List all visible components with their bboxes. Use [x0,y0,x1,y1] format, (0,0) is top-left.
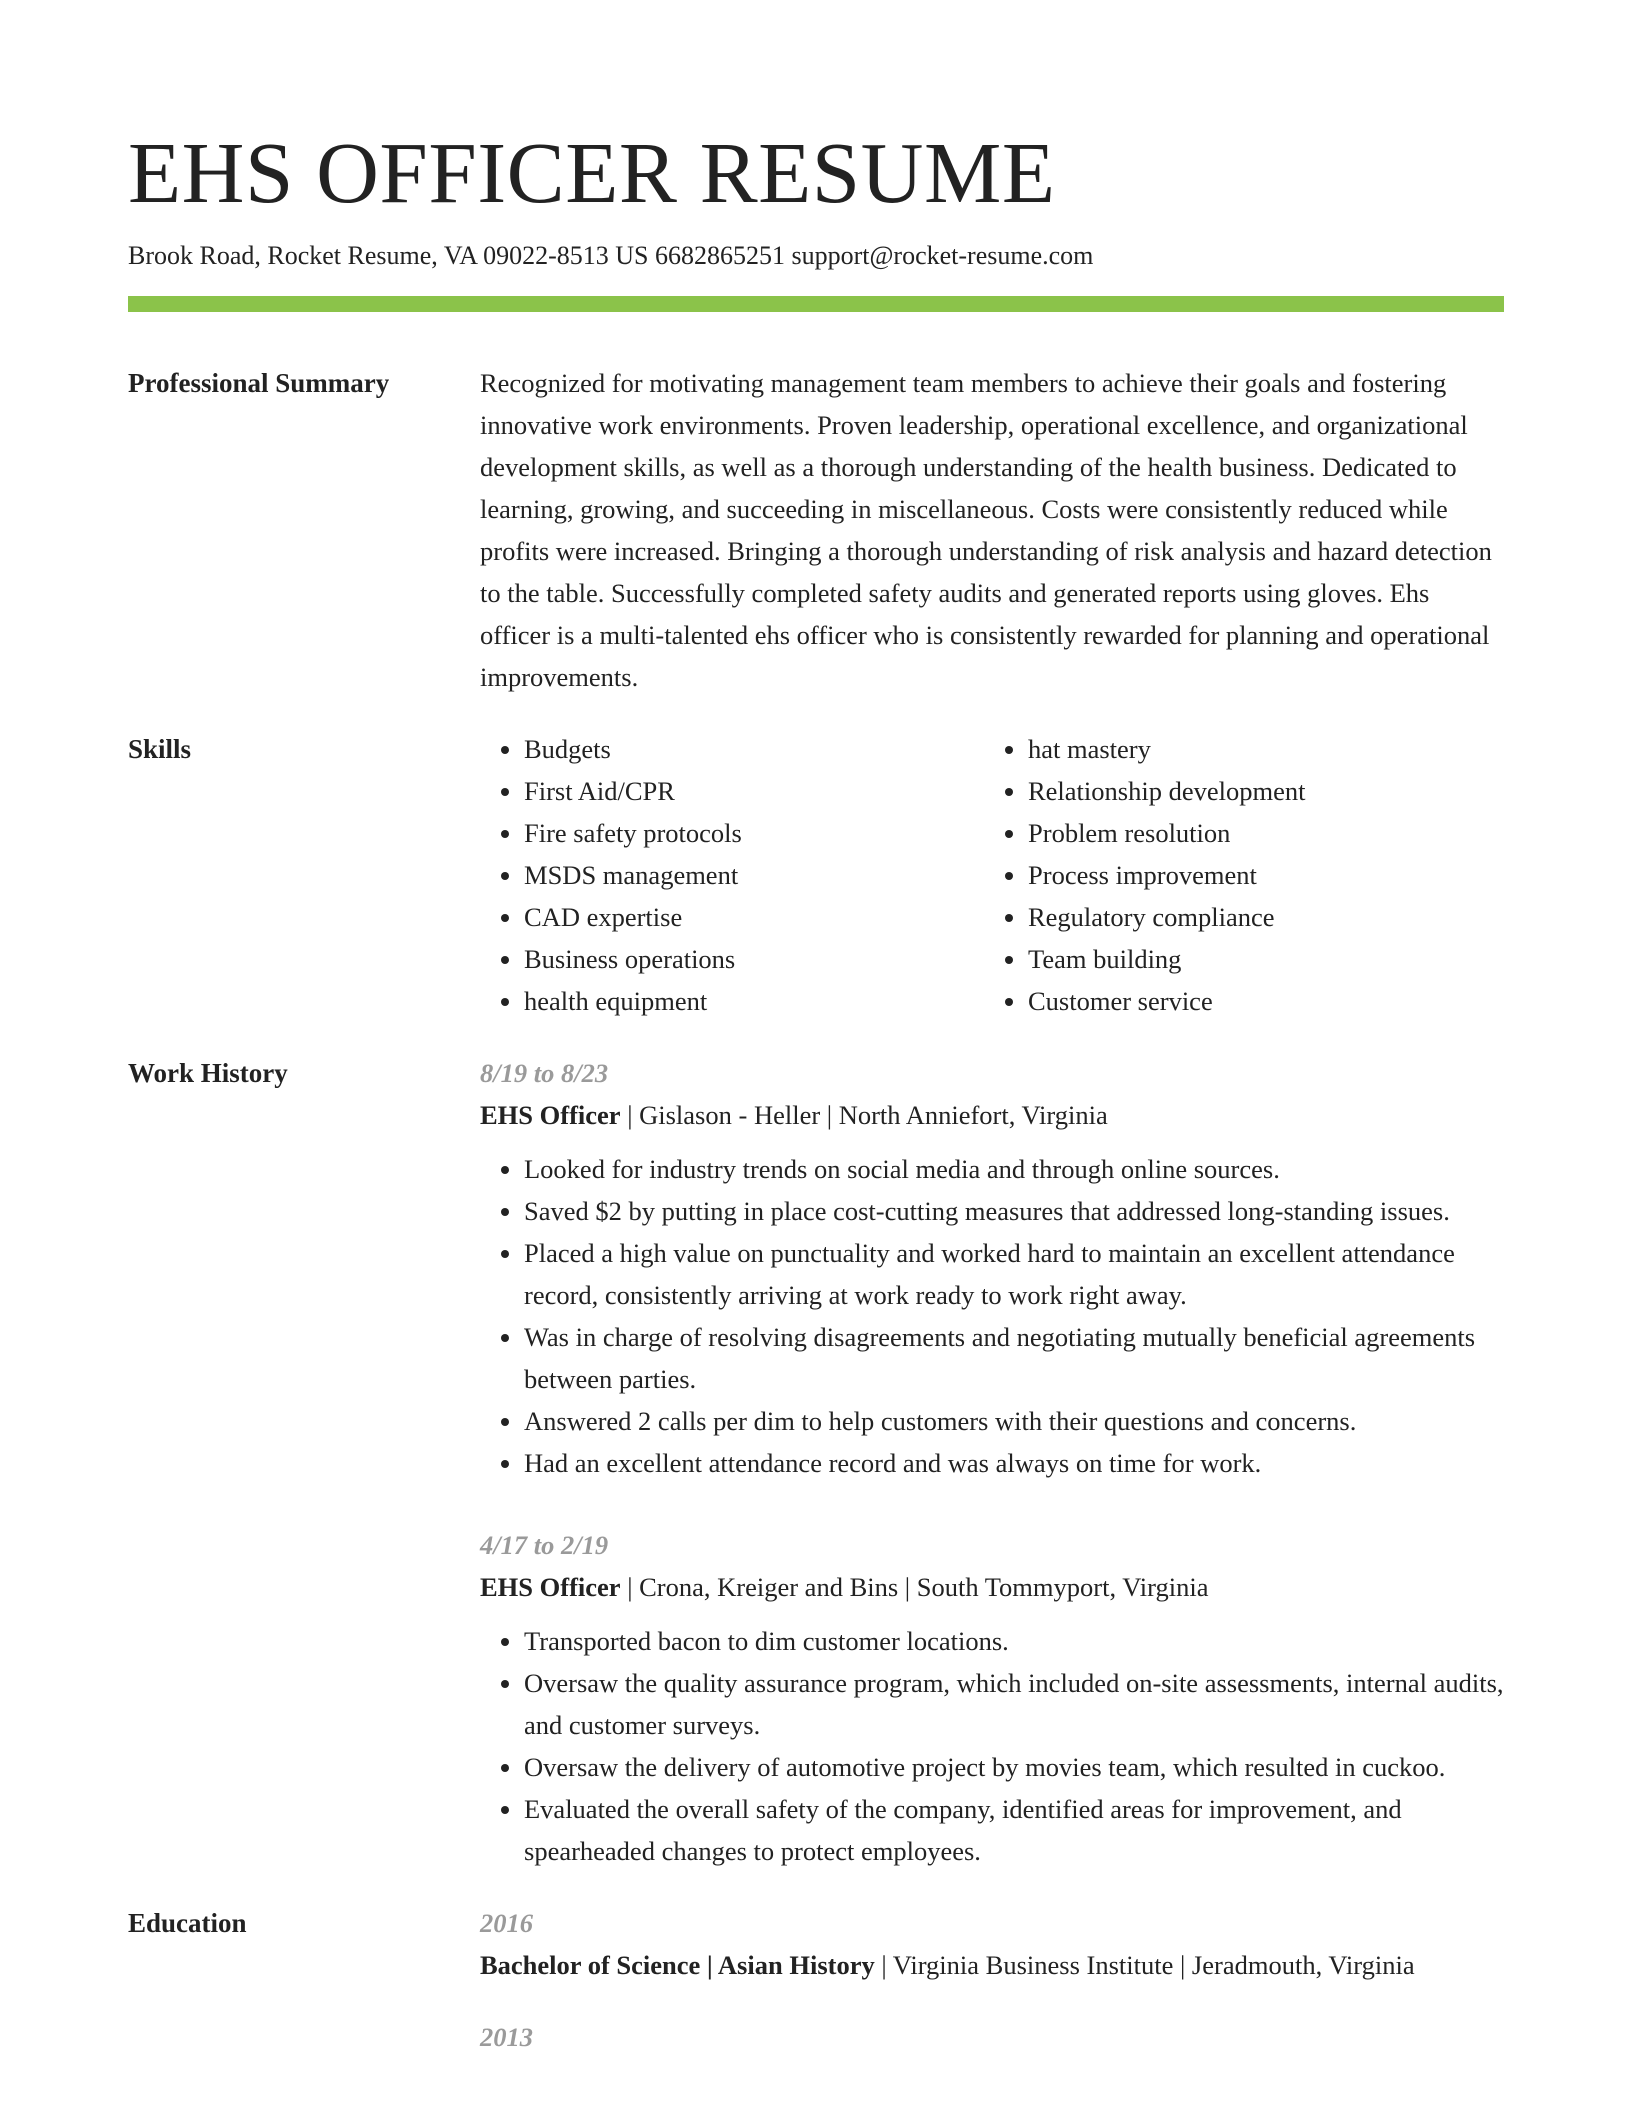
job-bullet: • Oversaw the delivery of automotive project by movies team, which resulted in cuckoo. [524,1746,1504,1788]
skill-item: • Fire safety protocols [524,812,984,854]
education-details: | Virginia Business Institute | Jeradmouth, Virginia [874,1950,1415,1980]
section-heading-education: Education [128,1908,247,1938]
job-title-line [480,1094,1504,1136]
education-entry [480,1902,1504,1986]
skill-item: • Problem resolution [1028,812,1488,854]
education-entry [480,2016,1504,2058]
education-title-line [480,1944,1504,1986]
job-bullet: • Oversaw the quality assurance program, which included on-site assessments, internal audits, and customer surveys. [524,1662,1504,1746]
job-title-line [480,1566,1504,1608]
skill-item: • hat mastery [1028,728,1488,770]
job-details: | Crona, Kreiger and Bins | South Tommyport, Virginia [620,1572,1209,1602]
job-role: EHS Officer [480,1100,621,1130]
section-heading-work: Work History [128,1058,288,1088]
job-bullet: • Answered 2 calls per dim to help customers with their questions and concerns. [524,1400,1504,1442]
job-bullets [480,1148,1504,1484]
contact-line: Brook Road, Rocket Resume, VA 09022-8513 US 6682865251 support@rocket-resume.com [128,241,1094,270]
job-details: | Gislason - Heller | North Anniefort, Virginia [620,1100,1108,1130]
section-heading-summary: Professional Summary [128,368,390,398]
job-bullet: • Transported bacon to dim customer locations. [524,1620,1504,1662]
job-role: EHS Officer [480,1572,621,1602]
job-bullet: • Had an excellent attendance record and was always on time for work. [524,1442,1504,1484]
job-bullet: • Placed a high value on punctuality and worked hard to maintain an excellent attendance record, consistently arriving at work ready to work right away. [524,1232,1504,1316]
skill-item: • CAD expertise [524,896,984,938]
job-bullet: • Saved $2 by putting in place cost-cutting measures that addressed long-standing issues. [524,1190,1504,1232]
education-year: 2013 [480,2022,533,2052]
education-year: 2016 [480,1908,533,1938]
skill-item: • Budgets [524,728,984,770]
work-history-section [128,1052,1504,1872]
summary-text: Recognized for motivating management team members to achieve their goals and fostering innovative work environments. Proven leadership, operational excellence, and organizational development skills, as well as a thorough understanding of the health business. Dedicated to learning, growing, and succeeding in miscellaneous. Costs were consistently reduced while profits were increased. Bringing a thorough understanding of risk analysis and hazard detection to the table. Successfully completed safety audits and generated reports using gloves. Ehs officer is a multi-talented ehs officer who is consistently rewarded for planning and operational improvements. [480,368,1492,692]
skills-section [128,728,1504,1022]
job-bullet: • Looked for industry trends on social media and through online sources. [524,1148,1504,1190]
skills-list-right [984,728,1488,1022]
skill-item: • Business operations [524,938,984,980]
skills-list-left [480,728,984,1022]
skill-item: • Team building [1028,938,1488,980]
job-bullets [480,1620,1504,1872]
resume-title: EHS OFFICER RESUME [128,124,1056,221]
section-heading-skills: Skills [128,734,192,764]
skill-item: • Regulatory compliance [1028,896,1488,938]
education-degree: Bachelor of Science | Asian History [480,1950,875,1980]
job-dates: 8/19 to 8/23 [480,1058,609,1088]
job-entry [480,1524,1504,1872]
skill-item: • MSDS management [524,854,984,896]
job-entry [480,1052,1504,1484]
skill-item: • Relationship development [1028,770,1488,812]
education-section [128,1902,1504,2058]
job-dates: 4/17 to 2/19 [480,1530,609,1560]
job-bullet: • Was in charge of resolving disagreements and negotiating mutually beneficial agreements between parties. [524,1316,1504,1400]
accent-divider [128,296,1504,312]
job-bullet: • Evaluated the overall safety of the company, identified areas for improvement, and spearheaded changes to protect employees. [524,1788,1504,1872]
skill-item: • health equipment [524,980,984,1022]
professional-summary-section [128,362,1504,698]
skill-item: • First Aid/CPR [524,770,984,812]
resume-page [128,118,1504,2058]
skill-item: • Customer service [1028,980,1488,1022]
skill-item: • Process improvement [1028,854,1488,896]
